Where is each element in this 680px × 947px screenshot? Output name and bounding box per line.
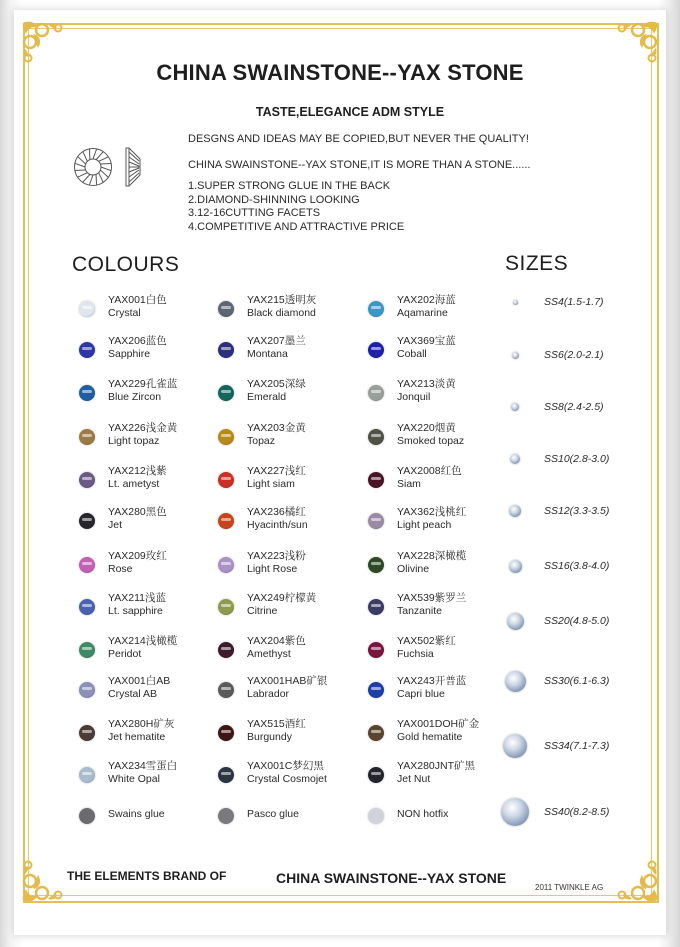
colour-name: Rose [108, 562, 133, 575]
colour-code: YAX204紫色 [247, 635, 306, 647]
rhinestone-swatch-icon [79, 682, 95, 698]
colour-label [108, 294, 167, 319]
colour-swatch-item [218, 808, 299, 824]
colour-code: YAX228深橄榄 [397, 550, 467, 562]
size-item [500, 666, 630, 696]
rhinestone-swatch-icon [218, 385, 234, 401]
colour-swatch-item [79, 335, 167, 360]
colour-swatch-item [218, 550, 306, 575]
size-item [500, 797, 630, 827]
footer-brand-name: CHINA SWAINSTONE--YAX STONE [276, 870, 507, 886]
colour-swatch-item [79, 422, 178, 447]
colour-code: YAX227浅红 [247, 465, 306, 477]
colour-swatch-item [368, 592, 467, 617]
colour-name: Labrador [247, 687, 290, 700]
colour-swatch-item [368, 635, 456, 660]
colour-label [108, 635, 177, 660]
size-label: SS4(1.5-1.7) [544, 296, 604, 308]
colour-swatch-item [218, 294, 317, 319]
rhinestone-swatch-icon [368, 429, 384, 445]
colour-label [247, 294, 316, 319]
colour-code: YAX236橘红 [247, 506, 306, 518]
colour-name: Pasco glue [247, 808, 299, 820]
colour-label [247, 760, 327, 785]
size-label: SS16(3.8-4.0) [544, 560, 610, 572]
colour-code: YAX209玫红 [108, 550, 167, 562]
rhinestone-swatch-icon [218, 725, 234, 741]
colour-swatch-item [368, 465, 462, 490]
colour-code: YAX229孔雀蓝 [108, 378, 178, 390]
size-stone-icon [501, 798, 529, 826]
colour-label [247, 550, 306, 575]
colour-code: YAX205深绿 [247, 378, 306, 390]
colour-label [397, 506, 466, 531]
rhinestone-swatch-icon [79, 342, 95, 358]
feature-list [188, 180, 404, 234]
colour-code: YAX001DOH矿金 [397, 718, 480, 730]
colour-code: YAX215透明灰 [247, 294, 317, 306]
colour-code: YAX234雪蛋白 [108, 760, 178, 772]
colour-name: Gold hematite [397, 730, 463, 743]
colour-label [397, 550, 466, 575]
colour-swatch-item [368, 335, 456, 360]
colour-label [108, 335, 167, 360]
rhinestone-swatch-icon [218, 767, 234, 783]
rhinestone-swatch-icon [218, 557, 234, 573]
colour-name: Fuchsia [397, 647, 434, 660]
colour-code: YAX223浅粉 [247, 550, 306, 562]
colour-label [247, 675, 327, 700]
size-label: SS6(2.0-2.1) [544, 349, 604, 361]
quality-statement: DESGNS AND IDEAS MAY BE COPIED,BUT NEVER THE QUALITY! [188, 133, 529, 145]
colour-label [397, 592, 466, 617]
rhinestone-swatch-icon [218, 642, 234, 658]
size-label: SS8(2.4-2.5) [544, 401, 604, 413]
colour-name: Jet Nut [397, 772, 431, 785]
colour-name: Black diamond [247, 306, 316, 319]
colour-swatch-item [79, 635, 178, 660]
colour-code: YAX213淡黄 [397, 378, 456, 390]
colour-code: YAX226浅金黄 [108, 422, 178, 434]
rhinestone-swatch-icon [218, 342, 234, 358]
feature-item: 2.DIAMOND-SHINNING LOOKING [188, 193, 360, 206]
size-stone-icon [509, 560, 522, 573]
colour-label [397, 675, 466, 700]
colour-label [108, 550, 167, 575]
rhinestone-swatch-icon [368, 725, 384, 741]
colour-name: Siam [397, 477, 421, 490]
rhinestone-swatch-icon [368, 808, 384, 824]
colour-label [108, 808, 165, 821]
colour-swatch-item [218, 760, 327, 785]
colour-name: Topaz [247, 434, 276, 447]
colour-code: YAX369宝蓝 [397, 335, 456, 347]
colour-label [247, 465, 306, 490]
tagline: TASTE,ELEGANCE ADM STYLE [255, 105, 445, 119]
size-item [500, 287, 630, 317]
colour-label [247, 422, 306, 447]
colour-name: Tanzanite [397, 604, 442, 617]
footer-credit: 2011 TWINKLE AG [535, 883, 604, 892]
colour-code: YAX280JNT矿黑 [397, 760, 475, 772]
stone-side-view-icon [124, 147, 142, 187]
colour-label [397, 635, 456, 660]
brand-statement: CHINA SWAINSTONE--YAX STONE,IT IS MORE THAN A STONE...... [188, 159, 531, 171]
colour-code: YAX362浅桃红 [397, 506, 467, 518]
colour-swatch-item [79, 506, 167, 531]
colour-name: Light peach [397, 518, 452, 531]
colour-swatch-item [79, 550, 167, 575]
rhinestone-swatch-icon [368, 513, 384, 529]
colour-name: Light Rose [247, 562, 298, 575]
size-stone-icon [509, 505, 521, 517]
sizes-heading: SIZES [505, 252, 569, 275]
colour-swatch-item [368, 378, 456, 403]
colour-label [397, 422, 464, 447]
colour-swatch-item [79, 592, 166, 617]
colour-label [108, 592, 166, 617]
colour-label [247, 506, 308, 531]
colour-name: Jet [108, 518, 123, 531]
rhinestone-swatch-icon [368, 767, 384, 783]
rhinestone-swatch-icon [218, 808, 234, 824]
colour-code: YAX206蓝色 [108, 335, 167, 347]
colour-code: YAX001白色 [108, 294, 167, 306]
footer-brand-prefix: THE ELEMENTS BRAND OF [67, 869, 227, 883]
size-label: SS30(6.1-6.3) [544, 675, 610, 687]
rhinestone-swatch-icon [79, 385, 95, 401]
rhinestone-swatch-icon [79, 599, 95, 615]
size-item [500, 731, 630, 761]
stone-top-view-icon [73, 147, 113, 187]
colour-name: Blue Zircon [108, 390, 162, 403]
colour-swatch-item [218, 592, 317, 617]
size-stone-icon [510, 454, 520, 464]
colour-name: Jet hematite [108, 730, 166, 743]
colour-swatch-item [218, 718, 306, 743]
colour-swatch-item [368, 550, 467, 575]
rhinestone-swatch-icon [79, 472, 95, 488]
colour-name: Lt. ametyst [108, 477, 160, 490]
colour-code: YAX001HAB矿银 [247, 675, 328, 687]
colour-swatch-item [218, 506, 308, 531]
colour-label [108, 760, 177, 785]
rhinestone-swatch-icon [218, 599, 234, 615]
colour-label [397, 335, 456, 360]
colour-label [397, 808, 448, 821]
colour-code: YAX212浅紫 [108, 465, 167, 477]
colour-label [108, 422, 177, 447]
size-item [500, 496, 630, 526]
rhinestone-swatch-icon [218, 513, 234, 529]
rhinestone-swatch-icon [368, 385, 384, 401]
size-item [500, 444, 630, 474]
size-stone-icon [512, 352, 519, 359]
colour-swatch-item [79, 294, 167, 319]
colour-name: Lt. sapphire [108, 604, 163, 617]
colour-label [397, 294, 456, 319]
size-label: SS12(3.3-3.5) [544, 505, 610, 517]
colour-name: Amethyst [247, 647, 291, 660]
colour-swatch-item [368, 675, 467, 700]
colour-code: YAX280H矿灰 [108, 718, 175, 730]
colour-name: Light siam [247, 477, 295, 490]
colour-swatch-item [79, 465, 167, 490]
colour-swatch-item [79, 808, 165, 824]
rhinestone-swatch-icon [218, 429, 234, 445]
colour-code: YAX249柠檬黄 [247, 592, 317, 604]
colour-name: Smoked topaz [397, 434, 465, 447]
colour-code: YAX220烟黄 [397, 422, 456, 434]
colour-code: YAX280黑色 [108, 506, 167, 518]
colour-name: White Opal [108, 772, 160, 785]
colour-code: YAX202海蓝 [397, 294, 456, 306]
colour-label [397, 465, 462, 490]
colour-label [247, 335, 306, 360]
corner-ornament-icon [604, 847, 662, 905]
size-stone-icon [505, 671, 526, 692]
colour-name: Emerald [247, 390, 287, 403]
rhinestone-swatch-icon [218, 682, 234, 698]
colour-name: Crystal [108, 306, 141, 319]
colour-swatch-item [79, 675, 171, 700]
colour-code: YAX207墨兰 [247, 335, 306, 347]
colour-swatch-item [218, 675, 328, 700]
colour-name: Hyacinth/sun [247, 518, 308, 531]
colour-label [108, 378, 177, 403]
colour-code: YAX214浅橄榄 [108, 635, 178, 647]
feature-item: 4.COMPETITIVE AND ATTRACTIVE PRICE [188, 220, 405, 233]
colour-label [247, 718, 306, 743]
colour-swatch-item [368, 294, 456, 319]
colour-swatch-item [79, 718, 175, 743]
colour-name: Aqamarine [397, 306, 448, 319]
rhinestone-swatch-icon [79, 725, 95, 741]
colour-swatch-item [368, 808, 449, 824]
colour-name: Burgundy [247, 730, 292, 743]
colour-name: Jonquil [397, 390, 431, 403]
rhinestone-swatch-icon [79, 301, 95, 317]
rhinestone-swatch-icon [79, 642, 95, 658]
size-stone-icon [503, 734, 527, 758]
colour-label [108, 718, 174, 743]
rhinestone-swatch-icon [79, 513, 95, 529]
rhinestone-swatch-icon [368, 301, 384, 317]
size-label: SS34(7.1-7.3) [544, 740, 610, 752]
size-stone-icon [507, 613, 524, 630]
colour-swatch-item [368, 506, 467, 531]
colour-swatch-item [218, 635, 306, 660]
colour-name: Capri blue [397, 687, 445, 700]
rhinestone-swatch-icon [368, 342, 384, 358]
size-item [500, 606, 630, 636]
colour-swatch-item [368, 760, 475, 785]
feature-item: 3.12-16CUTTING FACETS [188, 207, 321, 219]
colour-name: Olivine [397, 562, 430, 575]
rhinestone-swatch-icon [79, 557, 95, 573]
colour-code: YAX001C梦幻黑 [247, 760, 324, 772]
colour-label [247, 592, 316, 617]
colour-code: YAX001白AB [108, 675, 171, 687]
colour-swatch-item [368, 422, 465, 447]
colour-code: YAX539紫罗兰 [397, 592, 467, 604]
rhinestone-swatch-icon [79, 808, 95, 824]
colours-heading: COLOURS [72, 253, 180, 276]
colour-label [108, 675, 170, 700]
colour-label [247, 808, 299, 821]
colour-label [397, 378, 456, 403]
colour-swatch-item [218, 378, 306, 403]
colour-code: YAX211浅蓝 [108, 592, 166, 604]
colour-code: YAX243开普蓝 [397, 675, 467, 687]
colour-name: Light topaz [108, 434, 160, 447]
colour-code: YAX203金黄 [247, 422, 306, 434]
rhinestone-swatch-icon [368, 472, 384, 488]
colour-name: Coball [397, 347, 427, 360]
size-label: SS40(8.2-8.5) [544, 806, 610, 818]
colour-swatch-item [218, 422, 306, 447]
colour-name: Sapphire [108, 347, 151, 360]
rhinestone-swatch-icon [368, 682, 384, 698]
size-item [500, 551, 630, 581]
rhinestone-swatch-icon [79, 767, 95, 783]
rhinestone-swatch-icon [218, 301, 234, 317]
rhinestone-swatch-icon [79, 429, 95, 445]
colour-label [397, 760, 475, 785]
rhinestone-swatch-icon [368, 557, 384, 573]
size-stone-icon [513, 300, 518, 305]
rhinestone-swatch-icon [218, 472, 234, 488]
page-title: CHINA SWAINSTONE--YAX STONE [156, 60, 524, 85]
colour-label [108, 506, 167, 531]
colour-label [247, 378, 306, 403]
colour-label [108, 465, 167, 490]
colour-name: Swains glue [108, 808, 165, 820]
size-stone-icon [511, 403, 519, 411]
colour-name: Montana [247, 347, 288, 360]
colour-code: YAX515酒红 [247, 718, 306, 730]
rhinestone-swatch-icon [368, 599, 384, 615]
size-label: SS10(2.8-3.0) [544, 453, 610, 465]
colour-name: Peridot [108, 647, 142, 660]
colour-swatch-item [79, 378, 178, 403]
colour-code: YAX502紫红 [397, 635, 456, 647]
colour-label [247, 635, 306, 660]
size-item [500, 392, 630, 422]
colour-name: NON hotfix [397, 808, 449, 820]
colour-swatch-item [218, 335, 306, 360]
colour-label [397, 718, 479, 743]
colour-code: YAX2008红色 [397, 465, 462, 477]
colour-swatch-item [79, 760, 178, 785]
rhinestone-swatch-icon [368, 642, 384, 658]
feature-item: 1.SUPER STRONG GLUE IN THE BACK [188, 180, 391, 192]
colour-swatch-item [368, 718, 480, 743]
colour-name: Crystal Cosmojet [247, 772, 327, 785]
size-label: SS20(4.8-5.0) [544, 615, 610, 627]
colour-name: Crystal AB [108, 687, 158, 700]
colour-swatch-item [218, 465, 306, 490]
colour-name: Citrine [247, 604, 278, 617]
size-item [500, 340, 630, 370]
